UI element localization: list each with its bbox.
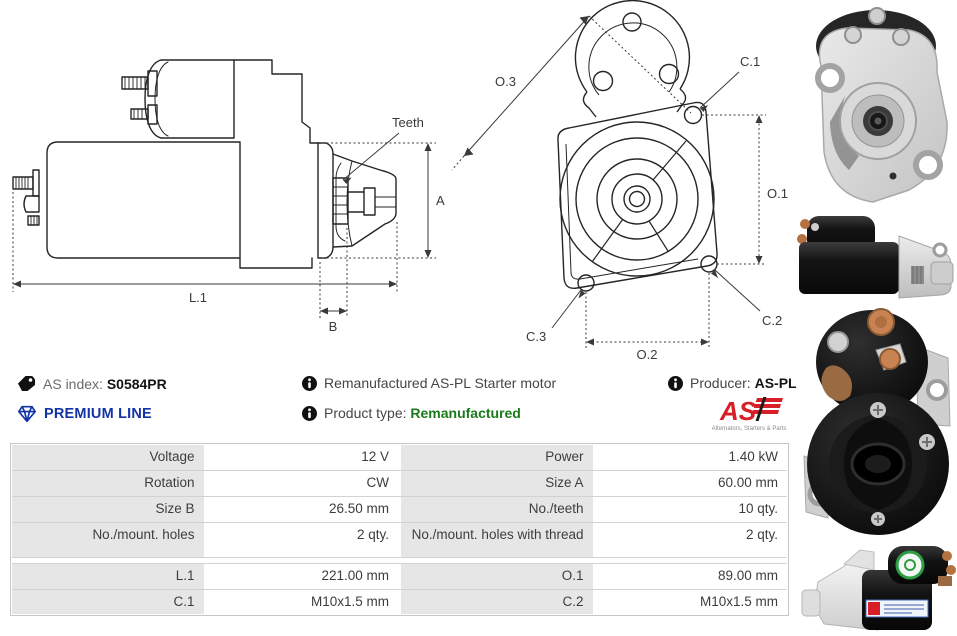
logo-tagline: Alternators, Starters & Parts (711, 426, 787, 432)
table-row (12, 497, 787, 523)
starter-angled-side-photo[interactable] (800, 542, 957, 636)
premium-line-row (17, 405, 152, 423)
dim-label-c3: C.3 (526, 329, 547, 344)
premium-line-label: PREMIUM LINE (44, 406, 152, 422)
spec-label: Size A (401, 471, 593, 496)
product-type-label: Product type: (324, 405, 407, 421)
dim-label-l1: L.1 (188, 290, 208, 305)
as-index-label: AS index: (43, 375, 103, 392)
product-description: Remanufactured AS-PL Starter motor (324, 375, 557, 391)
logo-text: AS (720, 396, 757, 426)
dim-label-a: A (436, 193, 445, 208)
spec-value: CW (207, 471, 399, 496)
spec-label: O.1 (401, 564, 593, 589)
as-index-row (17, 375, 167, 392)
spec-value: 60.00 mm (596, 471, 788, 496)
spec-value: 10 qty. (596, 497, 788, 522)
dim-label-o2: O.2 (636, 347, 658, 362)
spec-value: 89.00 mm (596, 564, 788, 589)
table-row (12, 523, 787, 558)
starter-solenoid-rear-closeup-photo[interactable] (798, 306, 957, 538)
spec-value: 26.50 mm (207, 497, 399, 522)
spec-value: 2 qty. (207, 523, 399, 557)
info-icon (668, 376, 683, 391)
spec-table (10, 443, 789, 616)
spec-label: No./mount. holes (12, 523, 204, 557)
dim-label-b: B (328, 319, 338, 334)
product-type-value: Remanufactured (410, 405, 521, 421)
description-row (302, 375, 556, 391)
spec-label: C.2 (401, 590, 593, 615)
spec-label: Rotation (12, 471, 204, 496)
producer-label: Producer: (690, 375, 751, 391)
spec-label: Size B (12, 497, 204, 522)
info-icon (302, 406, 317, 421)
product-type-row (302, 405, 521, 421)
front-view-technical-drawing (440, 0, 795, 365)
starter-drive-end-front-photo[interactable] (797, 4, 955, 208)
dim-label-o1: O.1 (767, 186, 788, 201)
spec-label: Voltage (12, 445, 204, 470)
spec-value: M10x1.5 mm (207, 590, 399, 615)
spec-value: 221.00 mm (207, 564, 399, 589)
spec-label: C.1 (12, 590, 204, 615)
spec-label: No./mount. holes with thread (401, 523, 593, 557)
spec-value: 2 qty. (596, 523, 788, 557)
dim-label-c2: C.2 (762, 313, 783, 328)
producer-value: AS-PL (754, 375, 797, 391)
table-row (12, 590, 787, 615)
as-pl-logo (706, 395, 792, 433)
producer-row (668, 375, 797, 391)
side-view-technical-drawing (0, 0, 445, 365)
tag-icon (17, 375, 36, 392)
spec-value: 1.40 kW (596, 445, 788, 470)
info-icon (302, 376, 317, 391)
spec-value: 12 V (207, 445, 399, 470)
table-row (12, 445, 787, 471)
as-index-value: S0584PR (106, 375, 167, 392)
dim-label-c1: C.1 (740, 54, 761, 69)
starter-side-profile-photo[interactable] (793, 212, 955, 304)
spec-label: Power (401, 445, 593, 470)
spec-label: L.1 (12, 564, 204, 589)
dim-label-o3: O.3 (495, 74, 516, 89)
spec-label: No./teeth (401, 497, 593, 522)
dim-label-teeth: Teeth (392, 115, 424, 130)
table-row (12, 471, 787, 497)
table-row (12, 564, 787, 590)
diamond-icon (17, 405, 37, 423)
spec-value: M10x1.5 mm (596, 590, 788, 615)
